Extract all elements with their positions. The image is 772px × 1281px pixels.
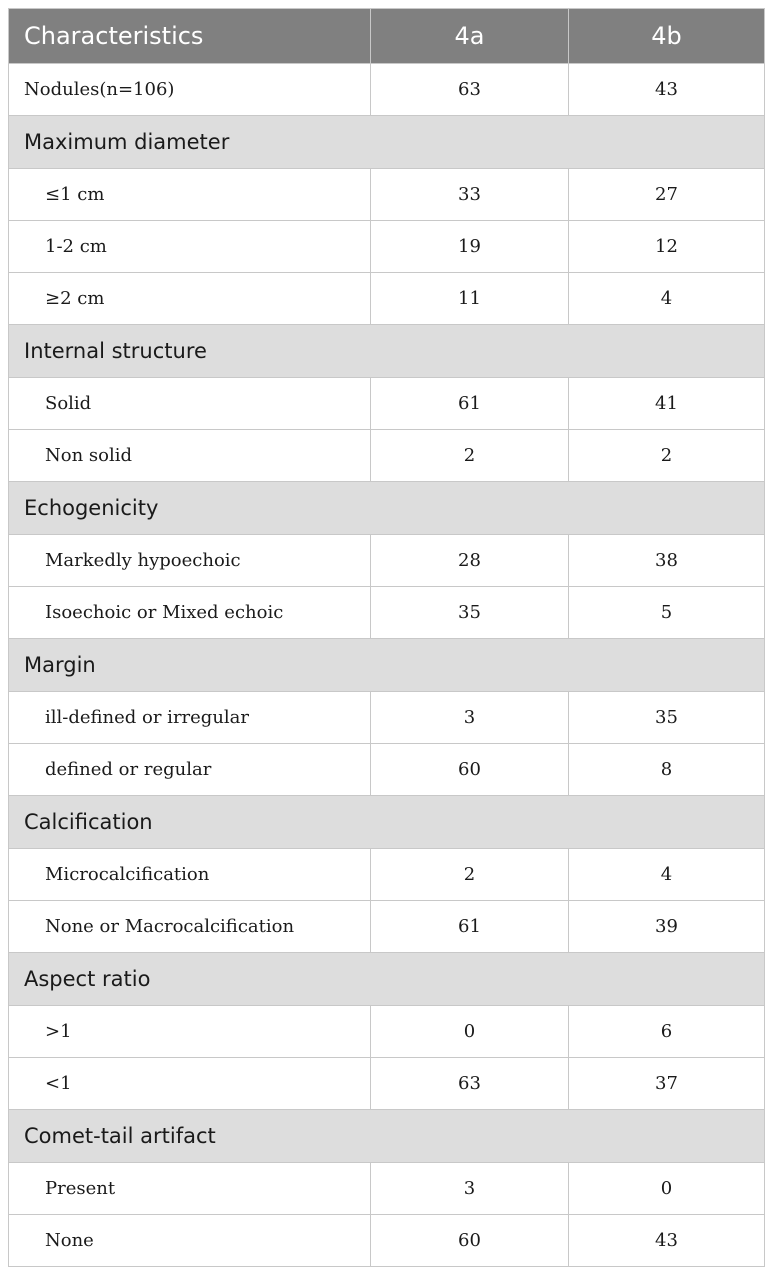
value-4b: 39 — [569, 901, 765, 953]
value-4b: 0 — [569, 1163, 765, 1215]
value-4b: 12 — [569, 221, 765, 273]
value-4b: 4 — [569, 849, 765, 901]
section-row — [9, 1110, 765, 1163]
value-4b: 35 — [569, 692, 765, 744]
value-4b: 37 — [569, 1058, 765, 1110]
characteristics-table — [8, 8, 765, 1267]
value-4a: 3 — [371, 1163, 569, 1215]
row-label: ≤1 cm — [9, 169, 371, 221]
value-4a: 2 — [371, 430, 569, 482]
table-row — [9, 535, 765, 587]
table-row — [9, 273, 765, 325]
value-4a: 60 — [371, 744, 569, 796]
value-4b: 41 — [569, 378, 765, 430]
value-4b: 6 — [569, 1006, 765, 1058]
value-4a: 3 — [371, 692, 569, 744]
header-characteristics: Characteristics — [9, 9, 371, 64]
row-label: Markedly hypoechoic — [9, 535, 371, 587]
table-row — [9, 1163, 765, 1215]
table-row — [9, 587, 765, 639]
section-row — [9, 482, 765, 535]
table-row — [9, 1006, 765, 1058]
section-title: Calcification — [9, 796, 765, 849]
section-row — [9, 639, 765, 692]
value-4b: 8 — [569, 744, 765, 796]
table-row — [9, 221, 765, 273]
row-label: Solid — [9, 378, 371, 430]
row-label: <1 — [9, 1058, 371, 1110]
value-4a: 61 — [371, 901, 569, 953]
header-row — [9, 9, 765, 64]
table-row — [9, 169, 765, 221]
row-label: ≥2 cm — [9, 273, 371, 325]
value-4a: 35 — [371, 587, 569, 639]
value-4a: 63 — [371, 1058, 569, 1110]
row-label: defined or regular — [9, 744, 371, 796]
section-title: Echogenicity — [9, 482, 765, 535]
table-row — [9, 744, 765, 796]
value-4b: 4 — [569, 273, 765, 325]
row-label: Non solid — [9, 430, 371, 482]
table-row — [9, 430, 765, 482]
table-row — [9, 692, 765, 744]
value-4a: 11 — [371, 273, 569, 325]
row-label: 1-2 cm — [9, 221, 371, 273]
value-4b: 2 — [569, 430, 765, 482]
value-4a: 28 — [371, 535, 569, 587]
header-4b: 4b — [569, 9, 765, 64]
value-4a: 60 — [371, 1215, 569, 1267]
row-label: Isoechoic or Mixed echoic — [9, 587, 371, 639]
table-row — [9, 1215, 765, 1267]
section-row — [9, 325, 765, 378]
section-row — [9, 796, 765, 849]
summary-4b: 43 — [569, 64, 765, 116]
table-row — [9, 849, 765, 901]
summary-4a: 63 — [371, 64, 569, 116]
table-row — [9, 901, 765, 953]
table-row — [9, 378, 765, 430]
summary-row — [9, 64, 765, 116]
value-4a: 0 — [371, 1006, 569, 1058]
section-title: Aspect ratio — [9, 953, 765, 1006]
value-4a: 61 — [371, 378, 569, 430]
row-label: >1 — [9, 1006, 371, 1058]
section-title: Internal structure — [9, 325, 765, 378]
table-row — [9, 1058, 765, 1110]
value-4b: 5 — [569, 587, 765, 639]
value-4a: 33 — [371, 169, 569, 221]
row-label: Present — [9, 1163, 371, 1215]
section-title: Margin — [9, 639, 765, 692]
row-label: None — [9, 1215, 371, 1267]
row-label: Microcalcification — [9, 849, 371, 901]
value-4b: 27 — [569, 169, 765, 221]
row-label: None or Macrocalcification — [9, 901, 371, 953]
summary-label: Nodules(n=106) — [9, 64, 371, 116]
row-label: ill-defined or irregular — [9, 692, 371, 744]
value-4a: 2 — [371, 849, 569, 901]
header-4a: 4a — [371, 9, 569, 64]
value-4b: 38 — [569, 535, 765, 587]
value-4a: 19 — [371, 221, 569, 273]
value-4b: 43 — [569, 1215, 765, 1267]
section-row — [9, 116, 765, 169]
section-title: Maximum diameter — [9, 116, 765, 169]
section-title: Comet-tail artifact — [9, 1110, 765, 1163]
section-row — [9, 953, 765, 1006]
